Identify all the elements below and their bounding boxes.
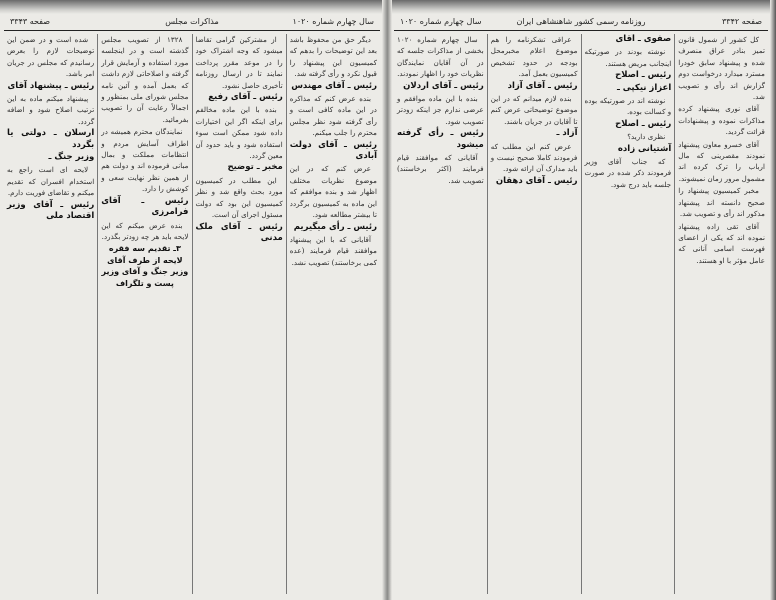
- paragraph: سال چهارم شماره ۱۰۲۰ بخشی از مذاکرات جلسه که در آن آقایان نمایندگان نظریات خود را اظهار نمودند.: [397, 35, 484, 79]
- text-column: [97, 34, 191, 594]
- paragraph: بنده با این ماده مخالفم برای اینکه اگر این اختیارات داده شود ممکن است سوء استفاده شود و باید حدود آن معین گردد.: [195, 105, 283, 161]
- issue-number: سال چهارم شماره ۱۰۲۰: [400, 17, 482, 26]
- paragraph: آقای نوری پیشنهاد کرده مذاکرات نموده و پیشنهادات قرائت گردید.: [678, 104, 765, 137]
- paragraph: که جناب آقای وزیر فرمودند ذکر شده در صورت جلسه باید درج شود.: [584, 157, 672, 189]
- speaker-name: رئیس ـ پیشنهاد آقای: [7, 80, 95, 91]
- speaker-name: رئیس ـ آقای ملک مدنی: [195, 221, 283, 243]
- speaker-name: آشتیانی زاده: [617, 143, 672, 154]
- scan-edge: [770, 0, 776, 600]
- text-column: [487, 34, 581, 594]
- paragraph: مخبر کمیسیون پیشنهاد را صحیح دانسته اند پیشنهاد مذکور اند رأی و تصویب شد.: [678, 186, 765, 219]
- paragraph: عرض کنم این مطلب که فرمودند کاملا صحیح نیست و باید مدارک آن ارائه شود.: [490, 141, 578, 174]
- text-column: [192, 34, 286, 594]
- section-title: روزنامه رسمی کشور شاهنشاهی ایران: [516, 17, 646, 26]
- paragraph: دیگر حق من محفوظ باشد بعد این توضیحات را بدهم که کمیسیون این پیشنهاد را قبول نکرد و رأی گرفته شد.: [289, 35, 377, 79]
- speaker-name: رئیس ـ آقای آزاد: [507, 80, 578, 91]
- paragraph: نمایندگان محترم همیشه در اطراف آسایش مردم و انتظامات مملکت و بمال مبانی فرموده اند و دولت هم از همین نظر نهایت سعی و کوشش را دارد.: [101, 127, 189, 194]
- speaker-name: رئیس ـ آقای رفیع: [208, 92, 283, 103]
- section-heading: ۳ـ تقدیم سه فقره لایحه از طرف آقای وزیر جنگ و آقای وزیر پست و تلگراف: [101, 244, 189, 288]
- speaker-name: رئیس ـ آقای فرامرزی: [101, 195, 189, 218]
- text-column: [674, 34, 768, 594]
- speaker-name: وزیر جنگ ـ: [48, 152, 95, 163]
- paragraph: نوشته اند در صورتیکه بوده و کسالت بوده.: [584, 96, 672, 117]
- paragraph: این مطلب در کمیسیون مورد بحث واقع شد و نظر کمیسیون این بود که دولت مسئول اجرای آن است.: [195, 175, 283, 220]
- speaker-name: ارسلان ـ دولتی یا بگردد: [7, 128, 95, 150]
- page-header: [394, 14, 768, 31]
- paragraph: بنده با این ماده موافقم و عرضی ندارم جز اینکه زودتر تصویب شود.: [397, 94, 484, 126]
- issue-number: سال چهارم شماره ۱۰۲۰: [292, 17, 374, 26]
- page-gutter: [382, 0, 392, 600]
- paragraph: آقایانی که با این پیشنهاد موافقند قیام فرمایند (عده کمی برخاستند) تصویب نشد.: [289, 234, 377, 267]
- paragraph: لایحه ای است راجع به استخدام افسران که تقدیم میکنم و تقاضای فوریت دارم.: [7, 165, 95, 198]
- text-columns: [394, 34, 768, 594]
- paragraph: عرض کنم که در این موضوع نظریات مختلف اظهار شد و بنده موافقم که این ماده به کمیسیون برگردد تا بیشتر مطالعه شود.: [289, 164, 377, 220]
- paragraph: از مشترکین گرامی تقاضا میشود که وجه اشتراک خود را در موعد مقرر پرداخت نمایند تا در ارسال روزنامه تأخیری حاصل نشود.: [195, 35, 283, 90]
- text-column: [4, 34, 97, 594]
- paragraph: کل کشور از شمول قانون تمیز بنادر عراق منصرف شده و پیشنهاد سابق خودرا مسترد میدارد درخواست دوم گزارش اند رأی و تصویب شد.: [678, 35, 765, 102]
- speaker-name: رئیس ـ آقای دهقان: [495, 175, 578, 186]
- speaker-name: رئیس ـ آقای وزیر اقتصاد ملی: [7, 199, 95, 222]
- speaker-name: اعزاز نیکپی ـ: [616, 82, 672, 93]
- right-page: [394, 14, 768, 594]
- text-column: [286, 34, 380, 594]
- paragraph: پیشنهاد میکنم ماده به این ترتیب اصلاح شود و اضافه گردد.: [7, 94, 95, 126]
- paragraph: بنده عرض کنم که مذاکره در این ماده کافی است و رأی گرفته شود نظر مجلس محترم را جلب میکنم.: [289, 94, 377, 138]
- page-header: [4, 14, 380, 31]
- paragraph: آقای تقی زاده پیشنهاد نموده اند که یکی از اعضای فهرست اسامی آنانی که عامل مؤثر با او هستند.: [678, 221, 765, 265]
- page-number: صفحه ۳۳۴۲: [721, 17, 762, 26]
- text-column: [394, 34, 487, 594]
- speaker-name: آزاد ـ: [556, 128, 578, 139]
- page-number: صفحه ۳۳۴۳: [10, 17, 51, 26]
- speaker-name: رئیس ـ آقای مهندس: [291, 80, 377, 91]
- speaker-name: صفوی ـ آقای: [615, 34, 672, 44]
- left-page: [4, 14, 380, 594]
- paragraph: نظری دارید؟: [627, 132, 666, 142]
- paragraph: شده است و در ضمن این توضیحات لازم را بعرض رسانیدم که مجلس در جریان امر باشد.: [7, 35, 95, 79]
- paragraph: بنده لازم میدانم که در این موضوع توضیحاتی عرض کنم تا آقایان در جریان باشند.: [490, 94, 578, 126]
- paragraph: عراقی تشکرنامه را هم موضوع اعلام مخبرمحل بودجه در حدود تشخیص کمیسیون بعمل آمد.: [490, 35, 578, 79]
- speaker-name: رئیس ـ رأی میگیریم: [293, 221, 377, 232]
- speaker-name: رئیس ـ اصلاح: [615, 70, 672, 81]
- paragraph: آقایانی که موافقند قیام فرمایند (اکثر برخاستند) تصویب شد.: [397, 153, 484, 185]
- paragraph: نوشته بودند در صورتیکه اینجانب مریض هستند.: [584, 47, 672, 68]
- paragraph: ۱۳۲۸ از تصویب مجلس گذشته است و در اینجلسه مورد استفاده و آزمایش قرار گرفته و اصلاحاتی لازم داشت که بعمل آمده و آئین نامه مجلس شورای ملی بمنظور و اجمالاً رعایت آن را تصویب بفرمائید.: [101, 35, 189, 124]
- paragraph: آقای خسرو معاون پیشنهاد نمودند مقصرینی که مال ارباب را ترک کرده اند مشمول مرور زمان نمیشوند.: [678, 139, 765, 183]
- section-title: مذاکرات مجلس: [165, 17, 219, 26]
- text-columns: [4, 34, 380, 594]
- text-column: [581, 34, 675, 594]
- speaker-name: رئیس ـ آقای دولت آبادی: [289, 139, 377, 162]
- speaker-name: رئیس ـ آقای اردلان: [403, 80, 484, 91]
- speaker-name: رئیس ـ رأی گرفته میشود: [397, 128, 484, 150]
- paragraph: بنده عرض میکنم که این لایحه باید هر چه زودتر بگذرد.: [101, 220, 189, 241]
- speaker-name: مخبر ـ توضیح: [227, 162, 283, 173]
- speaker-name: رئیس ـ اصلاح: [615, 118, 672, 129]
